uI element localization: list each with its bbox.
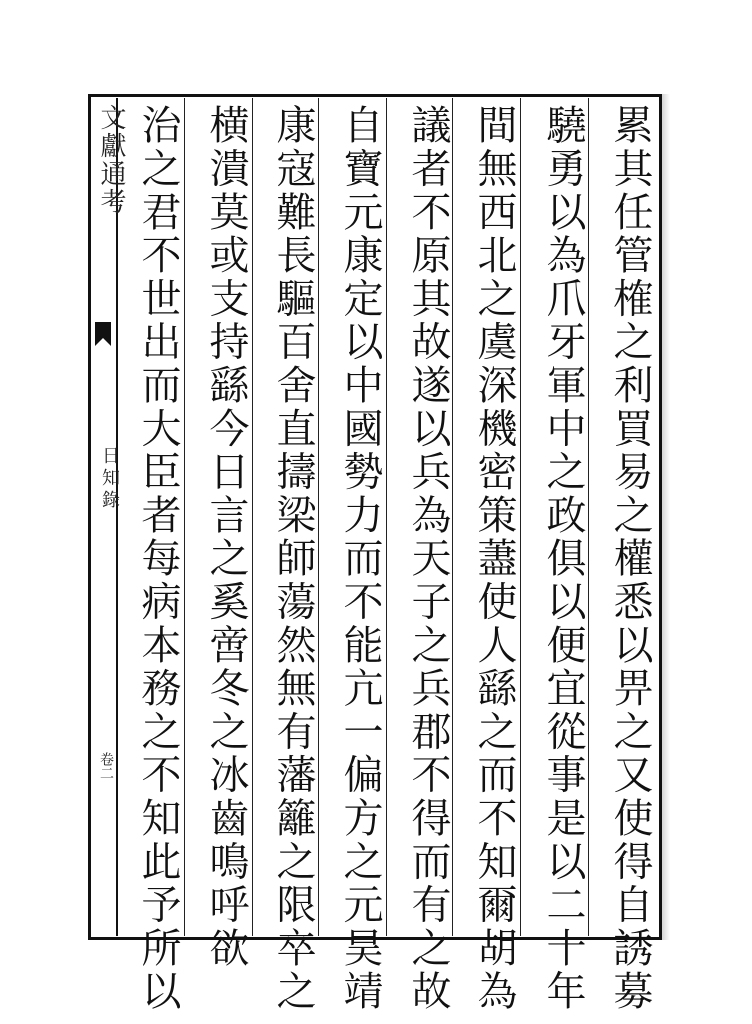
text-column-3: 間無西北之虞深機密策藎使人繇之而不知爾胡為: [471, 104, 517, 1014]
column-rule: [318, 98, 319, 936]
column-rule: [520, 98, 521, 936]
column-rule: [386, 98, 387, 936]
text-column-5: 自寶元康定以中國勢力而不能亢一偏方之元昊靖: [337, 104, 383, 1014]
folio-number: 卷二: [98, 752, 114, 780]
text-column-1: 累其任管榷之利買易之權悉以畀之又使得自誘募: [607, 104, 653, 1014]
chapter-label: 日知錄: [99, 446, 120, 512]
text-column-6: 康寇難長驅百舍直擣梁師蕩然無有藩籬之限卒之: [270, 104, 316, 1014]
page-edge-shadow: [662, 94, 670, 940]
column-rule: [588, 98, 589, 936]
column-rule: [184, 98, 185, 936]
column-rule: [452, 98, 453, 936]
column-rule: [252, 98, 253, 936]
text-column-8: 治之君不世出而大臣者每病本務之不知此予所以: [135, 104, 181, 1014]
text-column-4: 議者不原其故遂以兵為天子之兵郡不得而有之故: [405, 104, 451, 1014]
text-column-7: 横潰莫或支持繇今日言之奚啻冬之冰齒鳴呼欲: [203, 104, 249, 970]
fishtail-mark-icon: [94, 320, 112, 348]
book-title: 文獻通考: [96, 104, 126, 216]
text-column-2: 驍勇以為爪牙軍中之政俱以便宜從事是以二十年: [540, 104, 586, 1014]
